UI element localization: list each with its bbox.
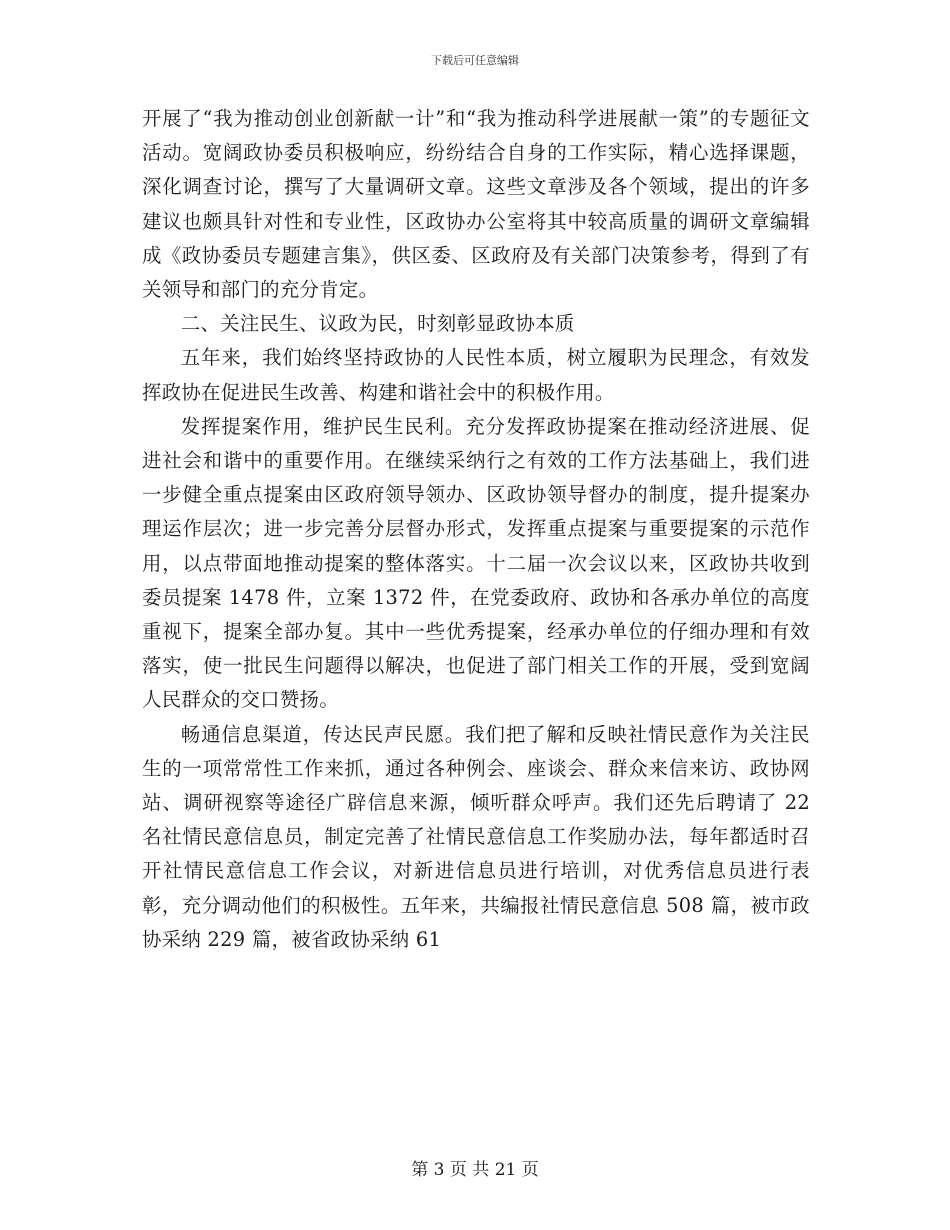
body-paragraph: 开展了“我为推动创业创新献一计”和“我为推动科学进展献一策”的专题征文活动。宽阔政协委员积极响应，纷纷结合自身的工作实际，精心选择课题，深化调查讨论，撰写了大量调研文章。这些文章涉及各个领域，提出的许多建议也颇具针对性和专业性，区政协办公室将其中较高质量的调研文章编辑成《政协委员专题建言集》，供区委、区政府及有关部门决策参考，得到了有关领导和部门的充分肯定。 xyxy=(142,107,810,302)
document-body xyxy=(142,102,810,957)
page-header-note: 下载后可任意编辑 xyxy=(431,54,519,67)
page-number-footer: 第 3 页 共 21 页 xyxy=(411,1160,539,1180)
body-paragraph: 发挥提案作用，维护民生民利。充分发挥政协提案在推动经济进展、促进社会和谐中的重要作用。在继续采纳行之有效的工作方法基础上，我们进一步健全重点提案由区政府领导领办、区政协领导督办的制度，提升提案办理运作层次；进一步完善分层督办形式，发挥重点提案与重要提案的示范作用，以点带面地推动提案的整体落实。十二届一次会议以来，区政协共收到委员提案 1478 件，立案 1372 件，在党委政府、政协和各承办单位的高度重视下，提案全部办复。其中一些优秀提案，经承办单位的仔细办理和有效落实，使一批民生问题得以解决，也促进了部门相关工作的开展，受到宽阔人民群众的交口赞扬。 xyxy=(142,414,810,712)
body-paragraph: 畅通信息渠道，传达民声民愿。我们把了解和反映社情民意作为关注民生的一项常常性工作来抓，通过各种例会、座谈会、群众来信来访、政协网站、调研视察等途径广辟信息来源，倾听群众呼声。我们还先后聘请了 22 名社情民意信息员，制定完善了社情民意信息工作奖励办法，每年都适时召开社情民意信息工作会议，对新进信息员进行培训，对优秀信息员进行表彰，充分调动他们的积极性。五年来，共编报社情民意信息 508 篇，被市政协采纳 229 篇，被省政协采纳 61 xyxy=(142,722,810,951)
body-paragraph: 五年来，我们始终坚持政协的人民性本质，树立履职为民理念，有效发挥政协在促进民生改善、构建和谐社会中的积极作用。 xyxy=(142,346,810,404)
section-heading: 二、关注民生、议政为民，时刻彰显政协本质 xyxy=(180,312,575,336)
